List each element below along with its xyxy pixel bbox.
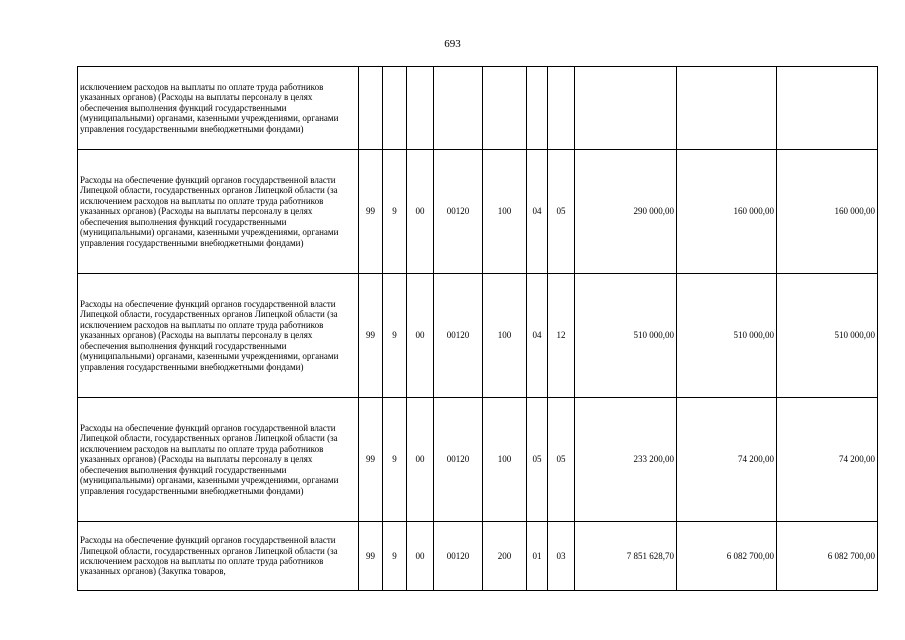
code-section: 04 bbox=[527, 274, 548, 398]
code-expense-type: 100 bbox=[483, 150, 527, 274]
amount-year-3: 6 082 700,00 bbox=[777, 522, 878, 591]
amount-year-1 bbox=[575, 67, 677, 150]
amount-year-3: 160 000,00 bbox=[777, 150, 878, 274]
code-subsection bbox=[548, 67, 575, 150]
amount-year-2: 74 200,00 bbox=[677, 398, 777, 522]
row-description: исключением расходов на выплаты по оплате труда работников указанных органов) (Расходы на выплаты персоналу в целях обеспечения выполнения функций государственными (муниципальными) органами, казенными учреждениями, органами управления государственными внебюджетными фондами) bbox=[78, 67, 359, 150]
amount-year-1: 233 200,00 bbox=[575, 398, 677, 522]
code-expense-type bbox=[483, 67, 527, 150]
code-program bbox=[359, 67, 383, 150]
code-subprogram: 9 bbox=[383, 150, 407, 274]
code-direction: 00120 bbox=[434, 522, 483, 591]
code-program: 99 bbox=[359, 150, 383, 274]
row-description: Расходы на обеспечение функций органов государственной власти Липецкой области, государственных органов Липецкой области (за исключением расходов на выплаты по оплате труда работников указанных органов) (Расходы на выплаты персоналу в целях обеспечения выполнения функций государственными (муниципальными) органами, казенными учреждениями, органами управления государственными внебюджетными фондами) bbox=[78, 274, 359, 398]
amount-year-2: 160 000,00 bbox=[677, 150, 777, 274]
table-row bbox=[78, 274, 878, 398]
code-section: 01 bbox=[527, 522, 548, 591]
table-row bbox=[78, 67, 878, 150]
table-row bbox=[78, 522, 878, 591]
amount-year-1: 7 851 628,70 bbox=[575, 522, 677, 591]
code-direction: 00120 bbox=[434, 274, 483, 398]
code-main-event bbox=[407, 67, 434, 150]
code-main-event: 00 bbox=[407, 150, 434, 274]
code-subprogram: 9 bbox=[383, 398, 407, 522]
amount-year-1: 510 000,00 bbox=[575, 274, 677, 398]
code-subsection: 12 bbox=[548, 274, 575, 398]
code-main-event: 00 bbox=[407, 274, 434, 398]
page-number: 693 bbox=[444, 38, 461, 50]
code-expense-type: 100 bbox=[483, 398, 527, 522]
code-subsection: 05 bbox=[548, 398, 575, 522]
amount-year-3: 74 200,00 bbox=[777, 398, 878, 522]
code-subprogram bbox=[383, 67, 407, 150]
code-expense-type: 100 bbox=[483, 274, 527, 398]
code-section: 04 bbox=[527, 150, 548, 274]
row-description: Расходы на обеспечение функций органов государственной власти Липецкой области, государственных органов Липецкой области (за исключением расходов на выплаты по оплате труда работников указанных органов) (Закупка товаров, bbox=[78, 522, 359, 591]
code-subsection: 03 bbox=[548, 522, 575, 591]
code-section: 05 bbox=[527, 398, 548, 522]
code-direction: 00120 bbox=[434, 150, 483, 274]
code-program: 99 bbox=[359, 522, 383, 591]
amount-year-2: 510 000,00 bbox=[677, 274, 777, 398]
amount-year-1: 290 000,00 bbox=[575, 150, 677, 274]
code-direction bbox=[434, 67, 483, 150]
code-main-event: 00 bbox=[407, 398, 434, 522]
code-subprogram: 9 bbox=[383, 274, 407, 398]
code-program: 99 bbox=[359, 274, 383, 398]
amount-year-2: 6 082 700,00 bbox=[677, 522, 777, 591]
code-direction: 00120 bbox=[434, 398, 483, 522]
code-section bbox=[527, 67, 548, 150]
table-row bbox=[78, 150, 878, 274]
code-subprogram: 9 bbox=[383, 522, 407, 591]
row-description: Расходы на обеспечение функций органов государственной власти Липецкой области, государственных органов Липецкой области (за исключением расходов на выплаты по оплате труда работников указанных органов) (Расходы на выплаты персоналу в целях обеспечения выполнения функций государственными (муниципальными) органами, казенными учреждениями, органами управления государственными внебюджетными фондами) bbox=[78, 398, 359, 522]
code-subsection: 05 bbox=[548, 150, 575, 274]
amount-year-3: 510 000,00 bbox=[777, 274, 878, 398]
code-expense-type: 200 bbox=[483, 522, 527, 591]
amount-year-2 bbox=[677, 67, 777, 150]
table-row bbox=[78, 398, 878, 522]
budget-table bbox=[77, 66, 878, 591]
amount-year-3 bbox=[777, 67, 878, 150]
row-description: Расходы на обеспечение функций органов государственной власти Липецкой области, государственных органов Липецкой области (за исключением расходов на выплаты по оплате труда работников указанных органов) (Расходы на выплаты персоналу в целях обеспечения выполнения функций государственными (муниципальными) органами, казенными учреждениями, органами управления государственными внебюджетными фондами) bbox=[78, 150, 359, 274]
code-program: 99 bbox=[359, 398, 383, 522]
code-main-event: 00 bbox=[407, 522, 434, 591]
